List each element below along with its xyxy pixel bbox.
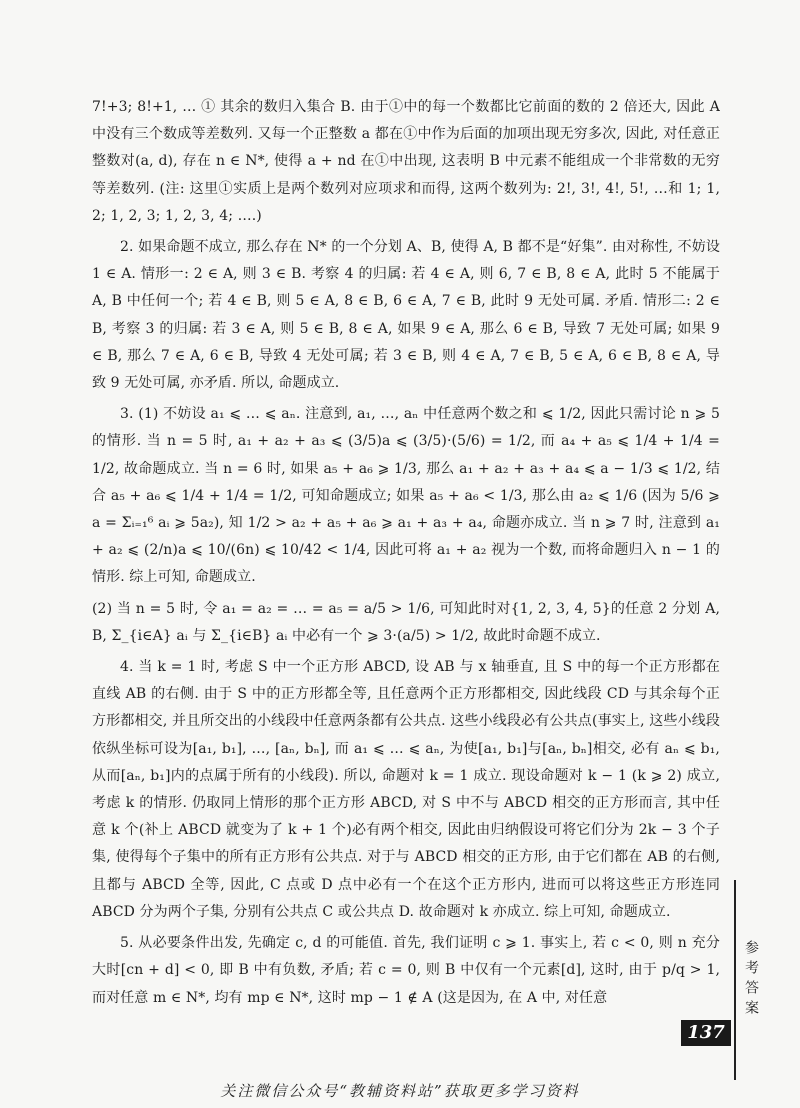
paragraph-5: 4. 当 k = 1 时, 考虑 S 中一个正方形 ABCD, 设 AB 与 x 轴垂直, 且 S 中的每一个正方形都在直线 AB 的右侧. 由于 S 中的正方形都全等, 且任意两个正方形都相交, 因此线段 CD 与其余每个正方形都相交, 并且所交出的小线段中任意两条都有公共点. 这些小线段必有公共点(事实上, 这些小线段依纵坐标可设为[a₁, b₁], …, [aₙ, bₙ], 而 a₁ ⩽ … ⩽ aₙ, 为使[a₁, b₁]与[aₙ, bₙ]相交, 必有 aₙ ⩽ b₁, 从而[aₙ, b₁]内的点属于所有的小线段). 所以, 命题对 k = 1 成立. 现设命题对 k − 1 (k ⩾ 2) 成立, 考虑 k 的情形. 仍取同上情形的那个正方形 ABCD, 对 S 中不与 ABCD 相交的正方形而言, 其中任意 k 个(补上 ABCD 就变为了 k + 1 个)必有两个相交, 因此由归纳假设可将它们分为 2k − 3 个子集, 使得每个子集中的所有正方形有公共点. 对于与 ABCD 相交的正方形, 由于它们都在 AB 的右侧, 且都与 ABCD 全等, 因此, C 点或 D 点中必有一个在这个正方形内, 进而可以将这些正方形连同 ABCD 分为两个子集, 分别有公共点 C 或公共点 D. 故命题对 k 亦成立. 综上可知, 命题成立. [92,659,720,920]
page-number: 137 [681,1020,731,1046]
section-sidebar [734,880,766,1080]
section-label: 参考答案 [743,940,759,1020]
paragraph-6: 5. 从必要条件出发, 先确定 c, d 的可能值. 首先, 我们证明 c ⩾ 1. 事实上, 若 c < 0, 则 n 充分大时[cn + d] < 0, 即 B 中有负数, 矛盾; 若 c = 0, 则 B 中仅有一个元素[d], 这时, 由于 p/q > 1, 而对任意 m ∈ N*, 均有 mp ∈ N*, 这时 mp − 1 ∉ A (这是因为, 在 A 中, 对任意 [92,935,720,1006]
paragraph-4: (2) 当 n = 5 时, 令 a₁ = a₂ = … = a₅ = a/5 > 1/6, 可知此时对{1, 2, 3, 4, 5}的任意 2 分划 A, B, Σ_{i∈A} aᵢ 与 Σ_{i∈B} aᵢ 中必有一个 ⩾ 3·(a/5) > 1/2, 故此时命题不成立. [92,600,720,644]
paragraph-3: 3. (1) 不妨设 a₁ ⩽ … ⩽ aₙ. 注意到, a₁, …, aₙ 中任意两个数之和 ⩽ 1/2, 因此只需讨论 n ⩾ 5 的情形. 当 n = 5 时, a₁ + a₂ + a₃ ⩽ (3/5)a ⩽ (3/5)·(5/6) = 1/2, 而 a₄ + a₅ ⩽ 1/4 + 1/4 = 1/2, 故命题成立. 当 n = 6 时, 如果 a₅ + a₆ ⩾ 1/3, 那么 a₁ + a₂ + a₃ + a₄ ⩽ a − 1/3 ⩽ 1/2, 结合 a₅ + a₆ ⩽ 1/4 + 1/4 = 1/2, 可知命题成立; 如果 a₅ + a₆ < 1/3, 那么由 a₂ ⩽ 1/6 (因为 5/6 ⩾ a = Σᵢ₌₁⁶ aᵢ ⩾ 5a₂), 知 1/2 > a₂ + a₅ + a₆ ⩾ a₁ + a₃ + a₄, 命题亦成立. 当 n ⩾ 7 时, 注意到 a₁ + a₂ ⩽ (2/n)a ⩽ 10/(6n) ⩽ 10/42 < 1/4, 因此可将 a₁ + a₂ 视为一个数, 而将命题归入 n − 1 的情形. 综上可知, 命题成立. [92,406,720,586]
footer-note: 关注微信公众号“教辅资料站”获取更多学习资料 [220,1082,580,1100]
answer-text [92,94,720,1012]
paragraph-2: 2. 如果命题不成立, 那么存在 N* 的一个分划 A、B, 使得 A, B 都不是“好集”. 由对称性, 不妨设 1 ∈ A. 情形一: 2 ∈ A, 则 3 ∈ B. 考察 4 的归属: 若 4 ∈ A, 则 6, 7 ∈ B, 8 ∈ A, 此时 5 不能属于 A, B 中任何一个; 若 4 ∈ B, 则 5 ∈ A, 8 ∈ B, 6 ∈ A, 7 ∈ B, 此时 9 无处可属. 矛盾. 情形二: 2 ∈ B, 考察 3 的归属: 若 3 ∈ A, 则 5 ∈ B, 8 ∈ A, 如果 9 ∈ A, 那么 6 ∈ B, 导致 7 无处可属; 如果 9 ∈ B, 那么 7 ∈ A, 6 ∈ B, 导致 4 无处可属; 若 3 ∈ B, 则 4 ∈ A, 7 ∈ B, 5 ∈ A, 6 ∈ B, 8 ∈ A, 导致 9 无处可属, 亦矛盾. 所以, 命题成立. [92,239,720,392]
paragraph-1: 7!+3; 8!+1, … ① 其余的数归入集合 B. 由于①中的每一个数都比它前面的数的 2 倍还大, 因此 A 中没有三个数成等差数列. 又每一个正整数 a 都在①中作为后面的加项出现无穷多次, 因此, 对任意正整数对(a, d), 存在 n ∈ N*, 使得 a + nd 在①中出现, 这表明 B 中元素不能组成一个非常数的无穷等差数列. (注: 这里①实质上是两个数列对应项求和而得, 这两个数列为: 2!, 3!, 4!, 5!, …和 1; 1, 2; 1, 2, 3; 1, 2, 3, 4; ….) [92,99,720,224]
